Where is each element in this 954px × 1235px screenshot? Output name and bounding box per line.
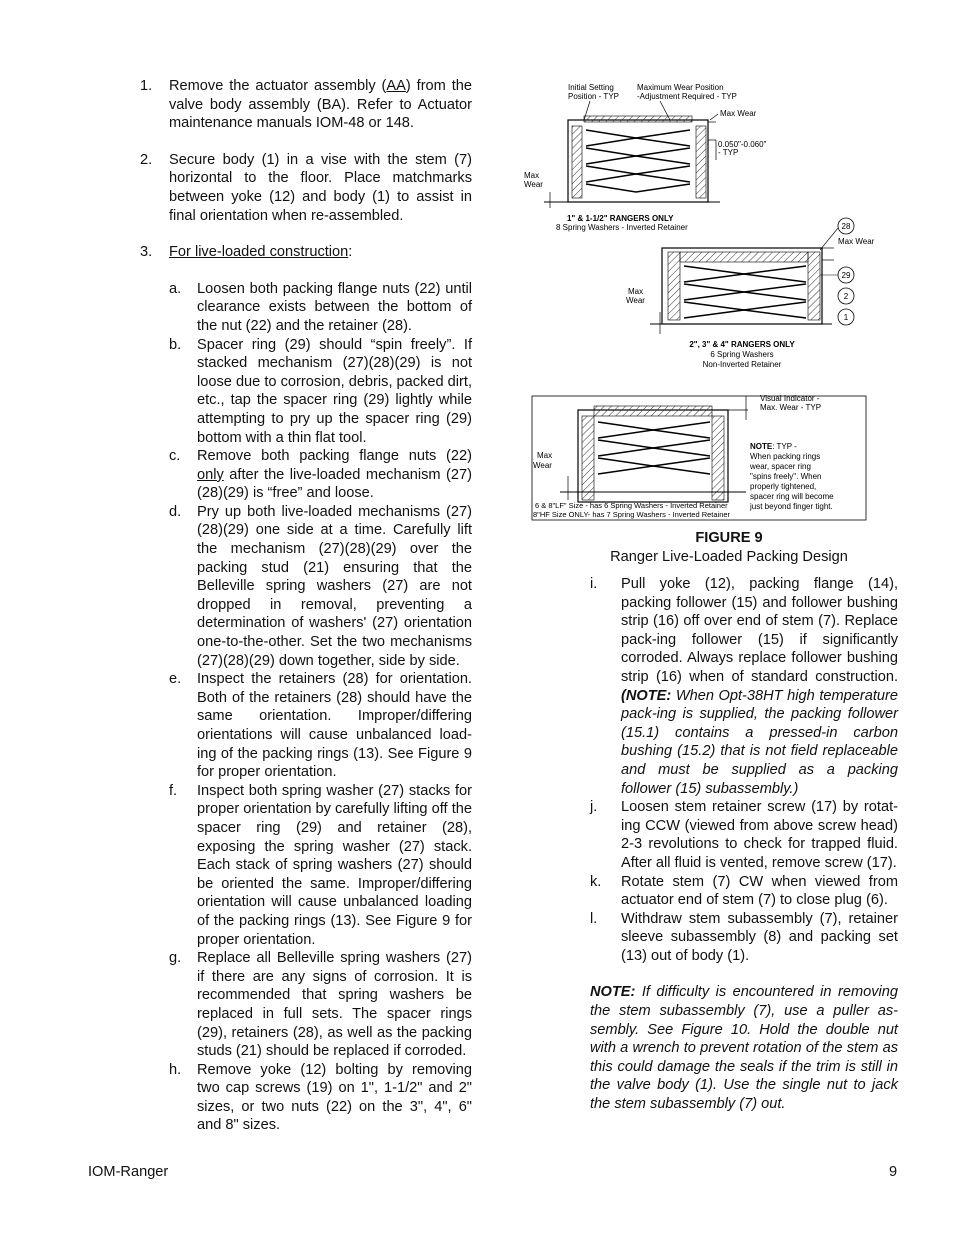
figure-title: FIGURE 9 bbox=[695, 530, 763, 546]
substep-note-label: (NOTE: bbox=[621, 687, 672, 704]
removal-note bbox=[590, 983, 898, 1113]
substep-letter: e. bbox=[169, 671, 182, 688]
substep-e bbox=[140, 670, 472, 782]
step-number: 1. bbox=[140, 78, 153, 94]
substep-letter: d. bbox=[169, 503, 182, 520]
bottom-note-line: properly tightened, bbox=[750, 482, 817, 491]
top-drawing bbox=[524, 83, 767, 232]
left-column bbox=[140, 77, 472, 1135]
substep-g bbox=[140, 949, 472, 1061]
substep-text: Pull yoke (12), packing flange (14), packing follower (15) and follower bushing strip (16) off over end of stem (7). Replace pack-ing follower (15) if significantly corroded. Always replace follower bushing strip (16) when of standard construction. bbox=[621, 576, 898, 685]
bottom-drawing bbox=[532, 394, 866, 520]
step-3 bbox=[140, 243, 472, 262]
substep-letter: l. bbox=[590, 910, 598, 927]
bottom-size-2: 8"HF Size ONLY- has 7 Spring Washers - Inverted Retainer bbox=[533, 510, 731, 519]
bottom-size-1: 6 & 8"LF" Size - has 6 Spring Washers - Inverted Retainer bbox=[535, 501, 728, 510]
substep-text: Remove yoke (12) bolting by removing two cap screws (19) on 1", 1-1/2" and 2" sizes, or two nuts (22) on the 3", 4", 6" and 8" sizes. bbox=[197, 1061, 472, 1134]
substep-letter: a. bbox=[169, 280, 182, 297]
bottom-label-left-2: Wear bbox=[533, 461, 552, 470]
callout-28: 28 bbox=[841, 222, 851, 231]
substep-text: Remove both packing flange nuts (22) bbox=[197, 448, 472, 465]
substep-text: Replace all Belleville spring washers (27) if there are any signs of corrosion. It is recommended that spring washers be replaced in full sets. The spacer rings (29), retainers (28), as well as the packing studs (21) should be replaced if corroded. bbox=[197, 950, 472, 1060]
step-text: Secure body (1) in a vise with the stem (7) horizontal to the floor. Place matchmarks between yoke (12) and body (1) to assist in final orientation when re-assembled. bbox=[169, 151, 472, 224]
callout-1: 1 bbox=[843, 313, 849, 322]
substep-letter: b. bbox=[169, 336, 182, 353]
note-label: NOTE: bbox=[590, 984, 636, 1001]
substep-letter: g. bbox=[169, 950, 182, 967]
mid-caption-1: 2", 3" & 4" RANGERS ONLY bbox=[689, 340, 795, 349]
substep-letter: j. bbox=[590, 799, 598, 816]
figure-subtitle: Ranger Live-Loaded Packing Design bbox=[610, 549, 848, 565]
substep-l bbox=[590, 910, 898, 966]
bottom-note-line: just beyond finger tight. bbox=[750, 502, 833, 511]
substep-i bbox=[590, 575, 898, 798]
figure-9-drawing bbox=[520, 80, 940, 528]
step-number: 3. bbox=[140, 244, 153, 261]
bottom-label-left-1: Max bbox=[537, 451, 553, 460]
substep-a bbox=[140, 280, 472, 336]
substep-k bbox=[590, 873, 898, 910]
page-number: 9 bbox=[889, 1164, 898, 1180]
right-column bbox=[590, 575, 898, 1114]
mid-caption-2: 6 Spring Washers bbox=[710, 350, 774, 359]
substep-letter: f. bbox=[169, 782, 178, 799]
mid-label-maxwear: Max Wear bbox=[838, 237, 875, 246]
substep-b bbox=[140, 336, 472, 448]
substep-text: Spacer ring (29) should “spin freely”. If stacked mechanism (27)(28)(29) is not loose due to corrosion, debris, packed dirt, etc., tap the spacer ring (29) lightly while attempting to pry up the spacer ring (29) bottom with a thin flat tool. bbox=[197, 336, 473, 446]
substep-f bbox=[140, 782, 472, 949]
substep-text: after the live-loaded mechanism (27)(28)(29) is “free” and loose. bbox=[197, 466, 472, 502]
note-text: If difficulty is encountered in removing the stem subassembly (7), use a puller as-sembly. See Figure 10. Hold the double nut with a wrench to prevent rotation of the stem as this could damage the seals if the trim is still in the valve body (1). Use the single nut to jack the stem subassembly (7) out. bbox=[590, 984, 898, 1113]
bottom-note-line: wear, spacer ring bbox=[750, 462, 811, 471]
substep-letter: i. bbox=[590, 576, 598, 592]
top-caption-1: 1" & 1-1/2" RANGERS ONLY bbox=[567, 214, 674, 223]
mid-label-left-2: Wear bbox=[626, 296, 645, 305]
substep-text: Loosen stem retainer screw (17) by rotat-ing CCW (viewed from above screw head) 2-3 revolutions to check for trapped fluid. After all fluid is vented, remove screw (17). bbox=[621, 799, 898, 871]
bottom-note-line: When packing rings bbox=[750, 452, 821, 461]
bottom-label-vis-1: Visual Indicator - bbox=[760, 394, 820, 403]
top-caption-2: 8 Spring Washers - Inverted Retainer bbox=[556, 223, 688, 232]
substep-letter: k. bbox=[590, 873, 602, 890]
callout-29: 29 bbox=[841, 271, 851, 280]
substep-h bbox=[140, 1061, 472, 1135]
substep-note-text: When Opt-38HT high temperature pack-ing is supplied, the packing follower (15.1) contains a pressed-in carbon bushing (15.2) that is not field replaceable and must be supplied as a packing follower (15) subassembly.) bbox=[621, 687, 898, 797]
step-number: 2. bbox=[140, 151, 153, 168]
mid-caption-3: Non-Inverted Retainer bbox=[702, 360, 782, 369]
top-label-initial-2: Position - TYP bbox=[568, 92, 619, 101]
top-label-gap-2: - TYP bbox=[718, 148, 739, 157]
substep-text: Inspect both spring washer (27) stacks for proper orientation by carefully lifting off the spacer ring (29) and retainer (28), exposing the spring washer (27) stack. Each stack of spring washers (27) should be oriented the same. Improper/differing orientation will cause unbalanced loading of the packing rings (13). See Figure 9 for proper orientation. bbox=[197, 782, 472, 948]
step-1 bbox=[140, 77, 472, 133]
bottom-note-line: "spins freely". When bbox=[750, 472, 822, 481]
top-label-max: Maximum Wear Position bbox=[637, 83, 724, 92]
step-2 bbox=[140, 151, 472, 225]
substep-text: Inspect the retainers (28) for orientation. Both of the retainers (28) should have the same orientation. Improper/differing orientations will cause unbalanced load-ing of the packing rings (13). See Figure 9 for proper orientation. bbox=[197, 671, 472, 781]
step-text: Remove the actuator assembly ( bbox=[169, 78, 387, 94]
top-label-initial: Initial Setting bbox=[568, 83, 614, 92]
bottom-note-line: spacer ring will become bbox=[750, 492, 834, 501]
top-label-maxwear: Max Wear bbox=[720, 109, 757, 118]
substep-j bbox=[590, 798, 898, 872]
substep-letter: h. bbox=[169, 1061, 182, 1078]
substep-c bbox=[140, 447, 472, 503]
substep-text: Loosen both packing flange nuts (22) until clearance exists between the bottom of the nut (22) and the retainer (28). bbox=[197, 280, 472, 334]
substep-text: Rotate stem (7) CW when viewed from actuator end of stem (7) to close plug (6). bbox=[621, 873, 898, 909]
substep-letter: c. bbox=[169, 448, 181, 465]
callout-2: 2 bbox=[843, 292, 849, 301]
mid-label-left-1: Max bbox=[628, 287, 644, 296]
step-ref: AA bbox=[386, 78, 406, 94]
bottom-note-head: NOTE: TYP - bbox=[750, 442, 797, 451]
step-heading: For live-loaded construction bbox=[169, 244, 349, 261]
step-text: : bbox=[348, 244, 353, 261]
substep-underlined: only bbox=[197, 466, 224, 483]
top-label-left-1: Max bbox=[524, 171, 540, 180]
substep-text: Pry up both live-loaded mechanisms (27)(28)(29) one side at a time. Carefully lift the mechanism (27)(28)(29) over the packing stud (21) ensuring that the Belleville spring washers (27) are not dropped in removal, preventing a determination of washers' (27) orientation one-to-the-other. Set the two mechanisms (27)(28)(29) down together, side by side. bbox=[197, 503, 472, 669]
substep-d bbox=[140, 503, 472, 670]
top-label-gap: 0.050"-0.060" bbox=[718, 140, 767, 149]
footer-doc-name: IOM-Ranger bbox=[88, 1164, 169, 1180]
step-text: ) from the valve body assembly (BA). Refer to Actuator maintenance manuals IOM-48 or 148. bbox=[169, 78, 473, 132]
substep-text: Withdraw stem subassembly (7), retainer sleeve subassembly (8) and packing set (13) out of body (1). bbox=[621, 910, 898, 964]
bottom-label-vis-2: Max. Wear - TYP bbox=[760, 403, 822, 412]
middle-drawing bbox=[626, 218, 875, 369]
top-label-left-2: Wear bbox=[524, 180, 543, 189]
top-label-max-2: -Adjustment Required - TYP bbox=[637, 92, 737, 101]
